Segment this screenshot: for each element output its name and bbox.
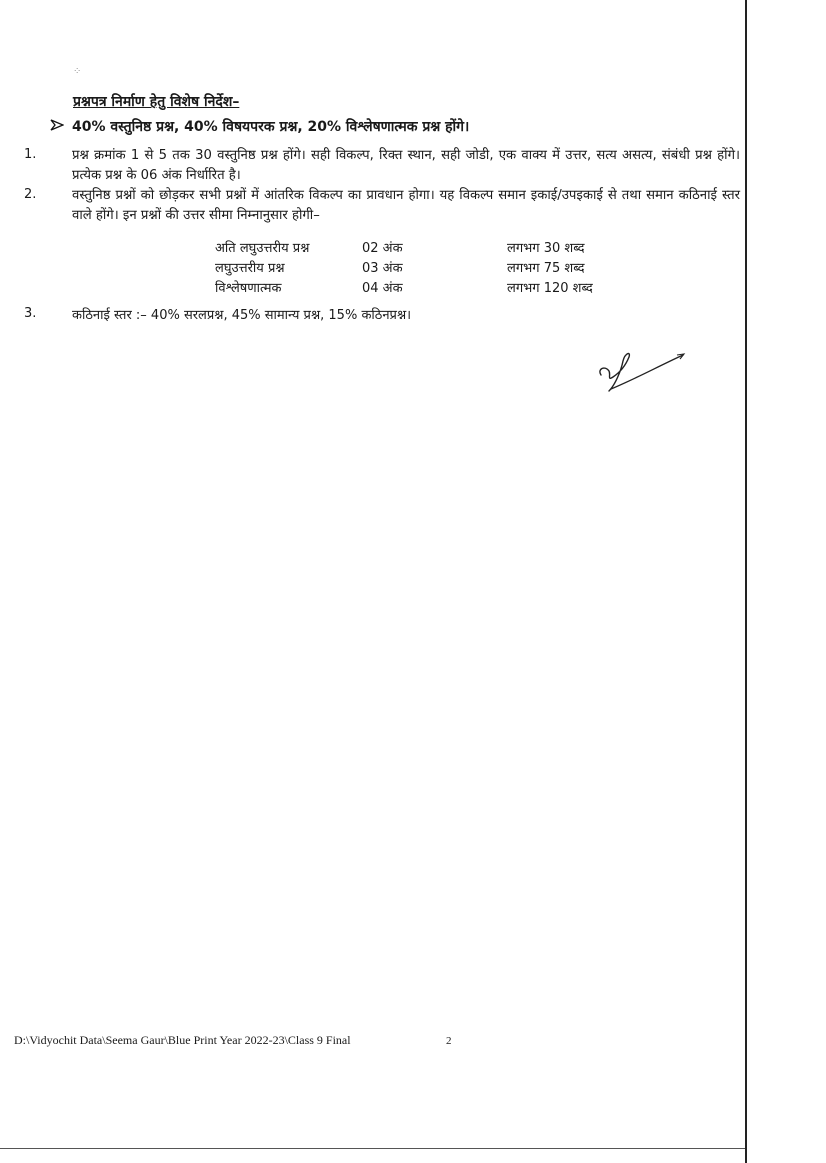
item-text: वस्तुनिष्ठ प्रश्नों को छोड़कर सभी प्रश्नों में आंतरिक विकल्प का प्रावधान होगा। यह विकल्प समान इकाई/उपइकाई से तथा समान कठिनाई स्तर वाले होंगे। इन प्रश्नों की उत्तर सीमा निम्नानुसार होगी– [72,188,740,223]
item-text: प्रश्न क्रमांक 1 से 5 तक 30 वस्तुनिष्ठ प्रश्न होंगे। सही विकल्प, रिक्त स्थान, सही जोडी, एक वाक्य में उत्तर, सत्य असत्य, संबंधी प्रश्न होंगे। प्रत्येक प्रश्न के 06 अंक निर्धारित है। [72,148,740,183]
answer-limit-table [215,238,635,298]
word-limit: लगभग 75 शब्द [507,261,585,276]
item-number: 1. [24,147,37,162]
item-number: 2. [24,187,37,202]
bullet-line [50,117,469,136]
item-text: कठिनाई स्तर :– 40% सरलप्रश्न, 45% सामान्य प्रश्न, 15% कठिनप्रश्न। [72,308,412,323]
handwritten-signature [595,345,690,400]
marks: 02 अंक [362,241,403,256]
footer-file-path: D:\Vidyochit Data\Seema Gaur\Blue Print Year 2022-23\Class 9 Final [14,1033,351,1047]
bullet-text: 40% वस्तुनिष्ठ प्रश्न, 40% विषयपरक प्रश्न, 20% विश्लेषणात्मक प्रश्न होंगे। [72,119,470,135]
question-type: अति लघुउत्तरीय प्रश्न [215,241,310,256]
scan-bottom-border [0,1148,745,1149]
table-row [215,238,635,258]
table-row [215,278,635,298]
scan-speck: ⁘ [73,66,82,77]
word-limit: लगभग 120 शब्द [507,281,593,296]
arrow-bullet-icon [50,119,64,135]
question-type: विश्लेषणात्मक [215,281,282,296]
marks: 03 अंक [362,261,403,276]
marks: 04 अंक [362,281,403,296]
item-number: 3. [24,306,37,321]
word-limit: लगभग 30 शब्द [507,241,585,256]
scan-right-border [745,0,747,1163]
page-heading: प्रश्नपत्र निर्माण हेतु विशेष निर्देश– [73,94,240,110]
question-type: लघुउत्तरीय प्रश्न [215,261,285,276]
footer-page-number: 2 [446,1035,452,1047]
table-row [215,258,635,278]
